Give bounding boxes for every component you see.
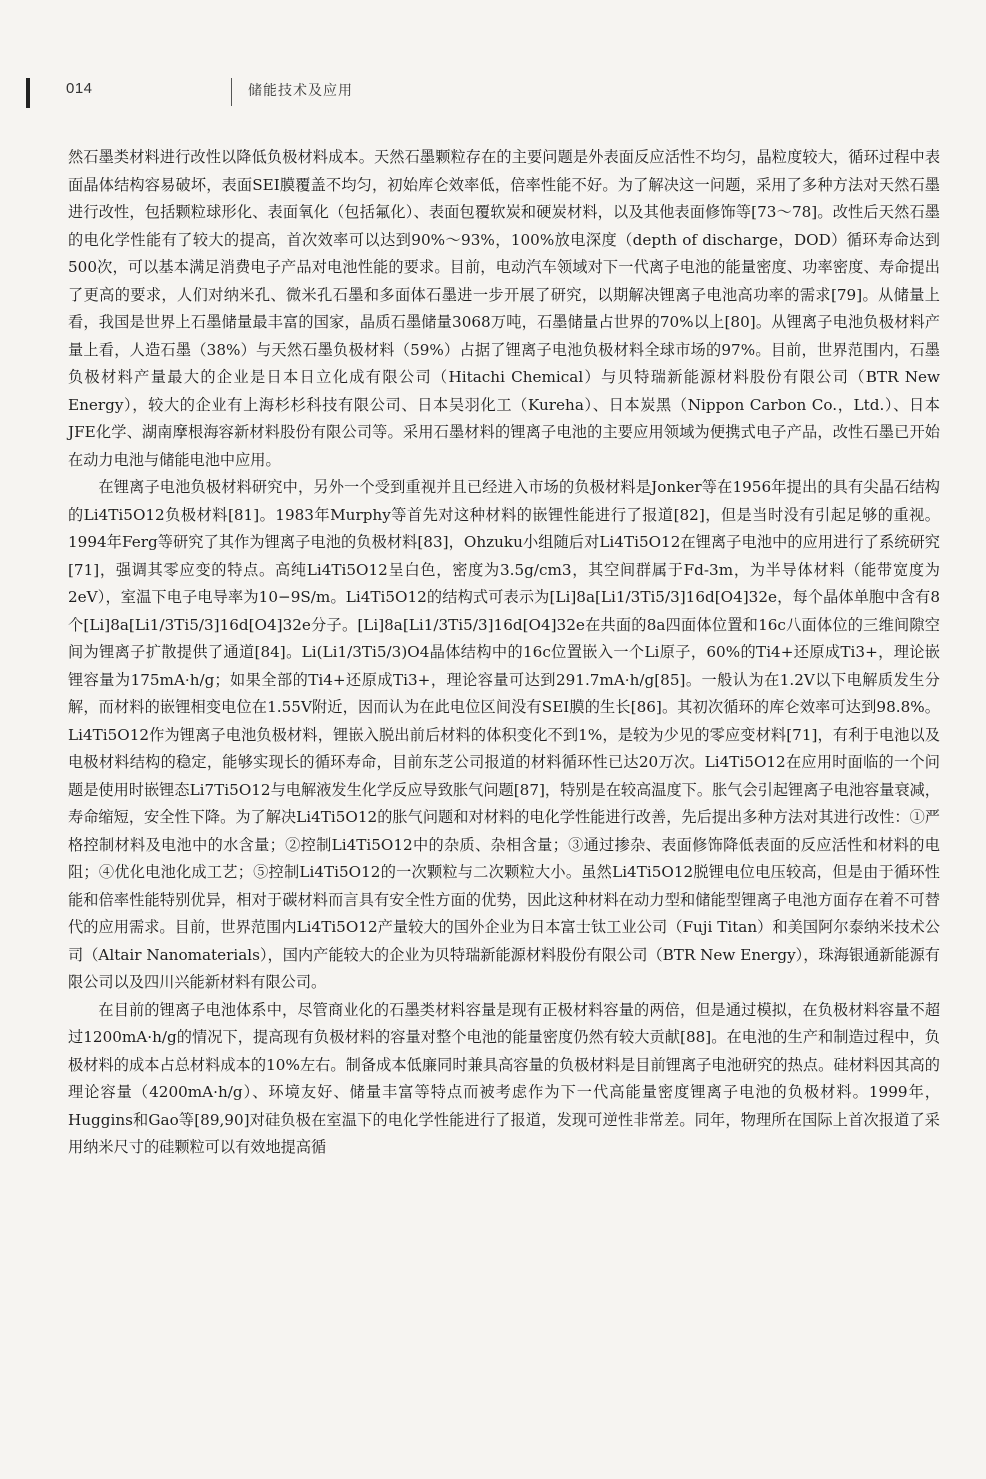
header-bar [26,78,30,108]
running-header [26,72,946,108]
paragraph-1: 然石墨类材料进行改性以降低负极材料成本。天然石墨颗粒存在的主要问题是外表面反应活性不均匀，晶粒度较大，循环过程中表面晶体结构容易破坏，表面SEI膜覆盖不均匀，初始库仑效率低，倍率性能不好。为了解决这一问题，采用了多种方法对天然石墨进行改性，包括颗粒球形化、表面氧化（包括氟化）、表面包覆软炭和硬炭材料，以及其他表面修饰等[73～78]。改性后天然石墨的电化学性能有了较大的提高，首次效率可以达到90%～93%，100%放电深度（depth of discharge，DOD）循环寿命达到500次，可以基本满足消费电子产品对电池性能的要求。目前，电动汽车领域对下一代离子电池的能量密度、功率密度、寿命提出了更高的要求，人们对纳米孔、微米孔石墨和多面体石墨进一步开展了研究，以期解决锂离子电池高功率的需求[79]。从储量上看，我国是世界上石墨储量最丰富的国家，晶质石墨储量3068万吨，石墨储量占世界的70%以上[80]。从锂离子电池负极材料产量上看，人造石墨（38%）与天然石墨负极材料（59%）占据了锂离子电池负极材料全球市场的97%。目前，世界范围内，石墨负极材料产量最大的企业是日本日立化成有限公司（Hitachi Chemical）与贝特瑞新能源材料股份有限公司（BTR New Energy），较大的企业有上海杉杉科技有限公司、日本吴羽化工（Kureha）、日本炭黑（Nippon Carbon Co.，Ltd.）、日本JFE化学、湖南摩根海容新材料股份有限公司等。采用石墨材料的锂离子电池的主要应用领域为便携式电子产品，改性石墨已开始在动力电池与储能电池中应用。 [68,148,940,469]
paragraph-2: 在锂离子电池负极材料研究中，另外一个受到重视并且已经进入市场的负极材料是Jonker等在1956年提出的具有尖晶石结构的Li4Ti5O12负极材料[81]。1983年Murphy等首先对这种材料的嵌锂性能进行了报道[82]，但是当时没有引起足够的重视。1994年Ferg等研究了其作为锂离子电池的负极材料[83]，Ohzuku小组随后对Li4Ti5O12在锂离子电池中的应用进行了系统研究[71]，强调其零应变的特点。高纯Li4Ti5O12呈白色，密度为3.5g/cm3，其空间群属于Fd-3m，为半导体材料（能带宽度为2eV），室温下电子电导率为10−9S/m。Li4Ti5O12的结构式可表示为[Li]8a[Li1/3Ti5/3]16d[O4]32e，每个晶体单胞中含有8个[Li]8a[Li1/3Ti5/3]16d[O4]32e分子。[Li]8a[Li1/3Ti5/3]16d[O4]32e在共面的8a四面体位置和16c八面体位的三维间隙空间为锂离子扩散提供了通道[84]。Li(Li1/3Ti5/3)O4晶体结构中的16c位置嵌入一个Li原子，60%的Ti4+还原成Ti3+，理论嵌锂容量为175mA·h/g；如果全部的Ti4+还原成Ti3+，理论容量可达到291.7mA·h/g[85]。一般认为在1.2V以下电解质发生分解，而材料的嵌锂相变电位在1.55V附近，因而认为在此电位区间没有SEI膜的生长[86]。其初次循环的库仑效率可达到98.8%。Li4Ti5O12作为锂离子电池负极材料，锂嵌入脱出前后材料的体积变化不到1%，是较为少见的零应变材料[71]，有利于电池以及电极材料结构的稳定，能够实现长的循环寿命，目前东芝公司报道的材料循环性已达20万次。Li4Ti5O12在应用时面临的一个问题是使用时嵌锂态Li7Ti5O12与电解液发生化学反应导致胀气问题[87]，特别是在较高温度下。胀气会引起锂离子电池容量衰减，寿命缩短，安全性下降。为了解决Li4Ti5O12的胀气问题和对材料的电化学性能进行改善，先后提出多种方法对其进行改性：①严格控制材料及电池中的水含量；②控制Li4Ti5O12中的杂质、杂相含量；③通过掺杂、表面修饰降低表面的反应活性和材料的电阻；④优化电池化成工艺；⑤控制Li4Ti5O12的一次颗粒与二次颗粒大小。虽然Li4Ti5O12脱锂电位电压较高，但是由于循环性能和倍率性能特别优异，相对于碳材料而言具有安全性方面的优势，因此这种材料在动力型和储能型锂离子电池方面存在着不可替代的应用需求。目前，世界范围内Li4Ti5O12产量较大的国外企业为日本富士钛工业公司（Fuji Titan）和美国阿尔泰纳米技术公司（Altair Nanomaterials），国内产能较大的企业为贝特瑞新能源材料股份有限公司（BTR New Energy），珠海银通新能源有限公司以及四川兴能新材料有限公司。 [68,478,940,991]
body-text [68,144,940,1162]
paragraph-3: 在目前的锂离子电池体系中，尽管商业化的石墨类材料容量是现有正极材料容量的两倍，但是通过模拟，在负极材料容量不超过1200mA·h/g的情况下，提高现有负极材料的容量对整个电池的能量密度仍然有较大贡献[88]。在电池的生产和制造过程中，负极材料的成本占总材料成本的10%左右。制备成本低廉同时兼具高容量的负极材料是目前锂离子电池研究的热点。硅材料因其高的理论容量（4200mA·h/g）、环境友好、储量丰富等特点而被考虑作为下一代高能量密度锂离子电池的负极材料。1999年，Huggins和Gao等[89,90]对硅负极在室温下的电化学性能进行了报道，发现可逆性非常差。同年，物理所在国际上首次报道了采用纳米尺寸的硅颗粒可以有效地提高循 [68,1000,940,1156]
page-number: 014 [66,80,93,97]
header-separator [231,78,232,106]
book-title: 储能技术及应用 [248,83,353,99]
